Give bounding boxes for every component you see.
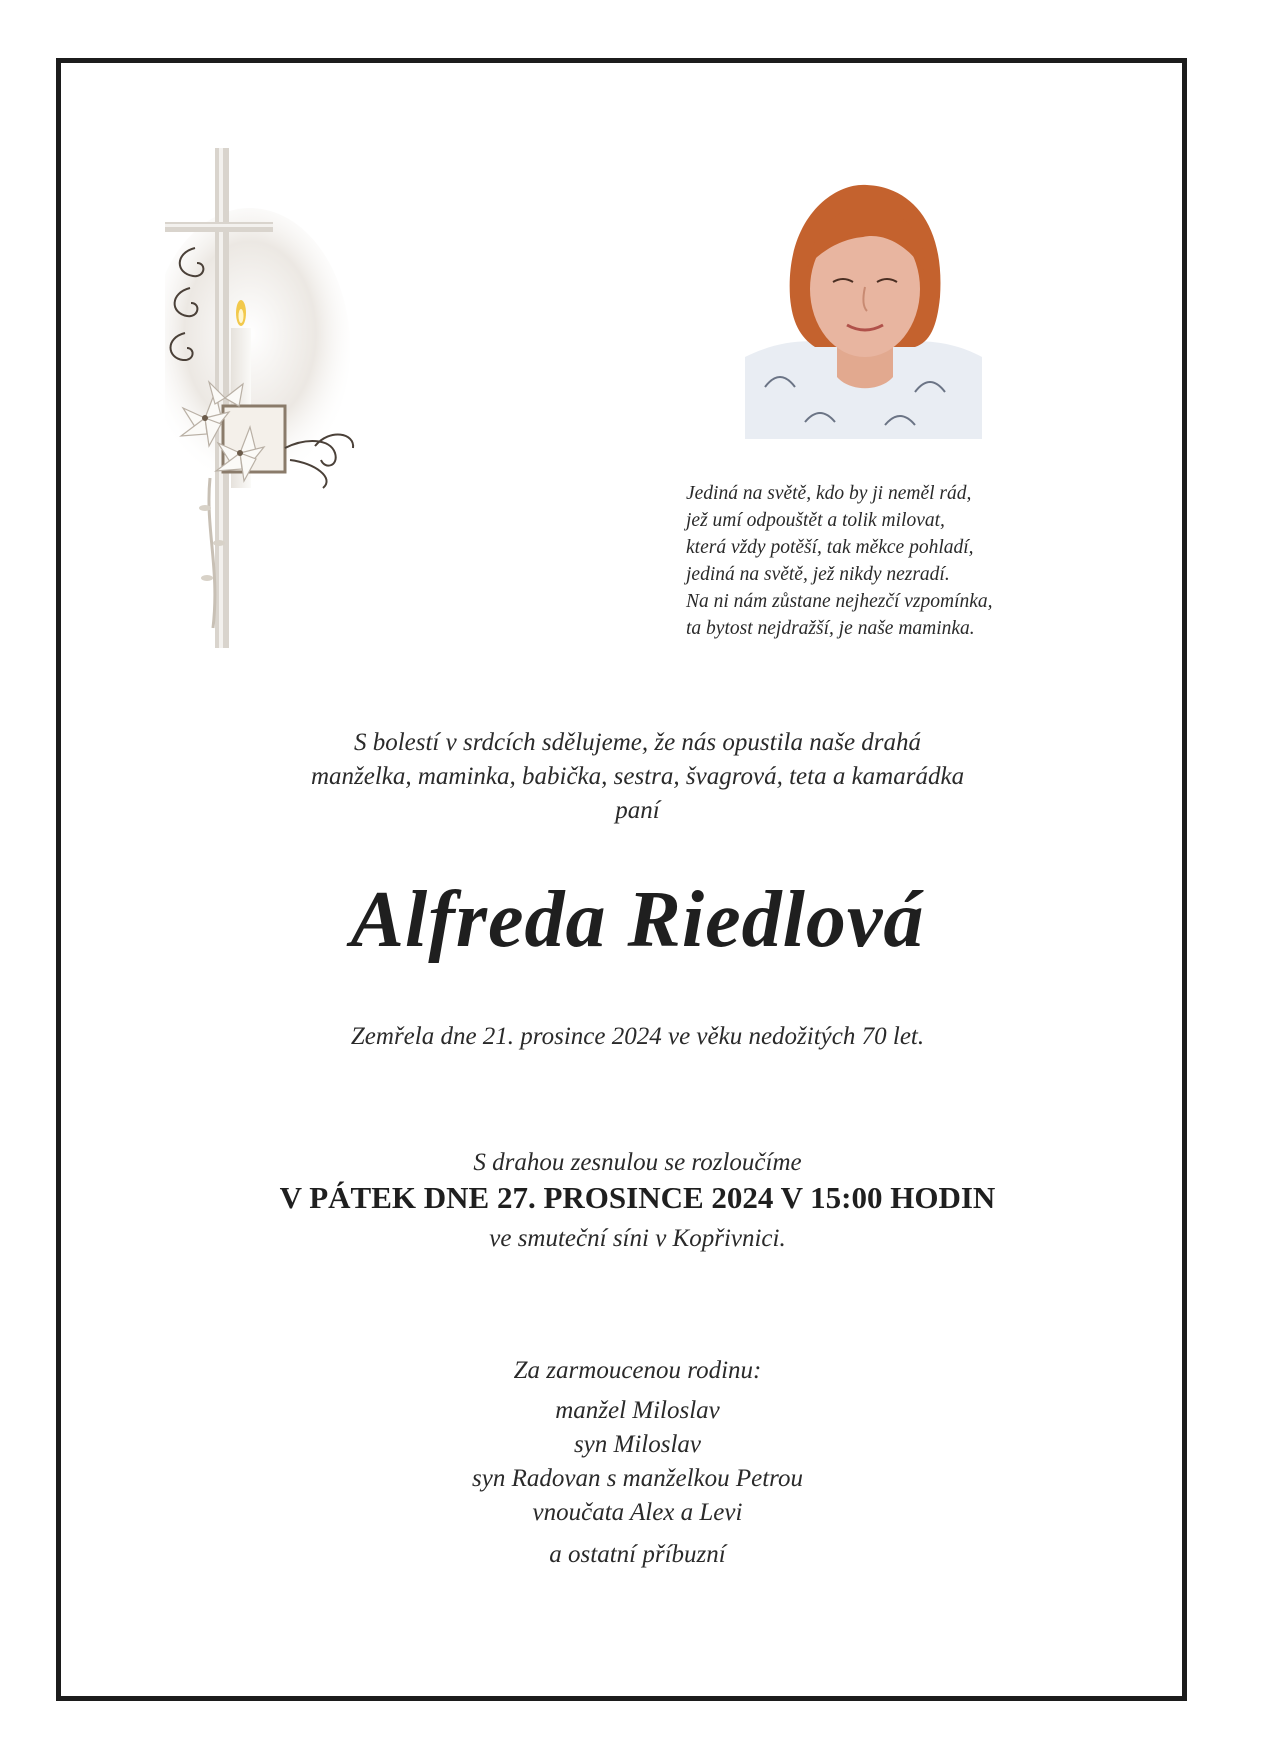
cross-candle-lilies-image bbox=[165, 148, 395, 658]
poem-line: která vždy potěší, tak měkce pohladí, bbox=[686, 537, 974, 558]
portrait-photo bbox=[745, 177, 982, 439]
family-member: vnoučata Alex a Levi bbox=[532, 1499, 743, 1526]
poem-line: jež umí odpouštět a tolik milovat, bbox=[686, 510, 945, 531]
deceased-name: Alfreda Riedlová bbox=[350, 876, 925, 964]
poem-line: Jediná na světě, kdo by ji neměl rád, bbox=[686, 483, 972, 504]
family-others: a ostatní příbuzní bbox=[549, 1541, 726, 1568]
announcement-line: paní bbox=[615, 797, 660, 824]
poem-line: jediná na světě, jež nikdy nezradí. bbox=[686, 564, 950, 585]
announcement-text bbox=[120, 726, 1155, 828]
death-date-text: Zemřela dne 21. prosince 2024 ve věku nedožitých 70 let. bbox=[350, 1023, 925, 1050]
farewell-intro: S drahou zesnulou se rozloučíme bbox=[473, 1149, 802, 1176]
family-member: syn Miloslav bbox=[573, 1431, 702, 1458]
family-member: manžel Miloslav bbox=[555, 1397, 720, 1424]
announcement-line: S bolestí v srdcích sdělujeme, že nás opustila naše drahá bbox=[353, 729, 922, 756]
poem-line: Na ni nám zůstane nejhezčí vzpomínka, bbox=[686, 591, 993, 612]
family-title: Za zarmoucenou rodinu: bbox=[513, 1357, 762, 1384]
poem-line: ta bytost nejdražší, je naše maminka. bbox=[686, 618, 975, 639]
poem bbox=[686, 480, 1106, 642]
farewell-date-time: V PÁTEK DNE 27. PROSINCE 2024 V 15:00 HODIN bbox=[279, 1180, 996, 1215]
announcement-line: manželka, maminka, babička, sestra, švagrová, teta a kamarádka bbox=[310, 763, 965, 790]
farewell-location: ve smuteční síni v Kopřivnici. bbox=[489, 1225, 786, 1252]
family-list bbox=[120, 1394, 1155, 1572]
family-member: syn Radovan s manželkou Petrou bbox=[472, 1465, 803, 1492]
